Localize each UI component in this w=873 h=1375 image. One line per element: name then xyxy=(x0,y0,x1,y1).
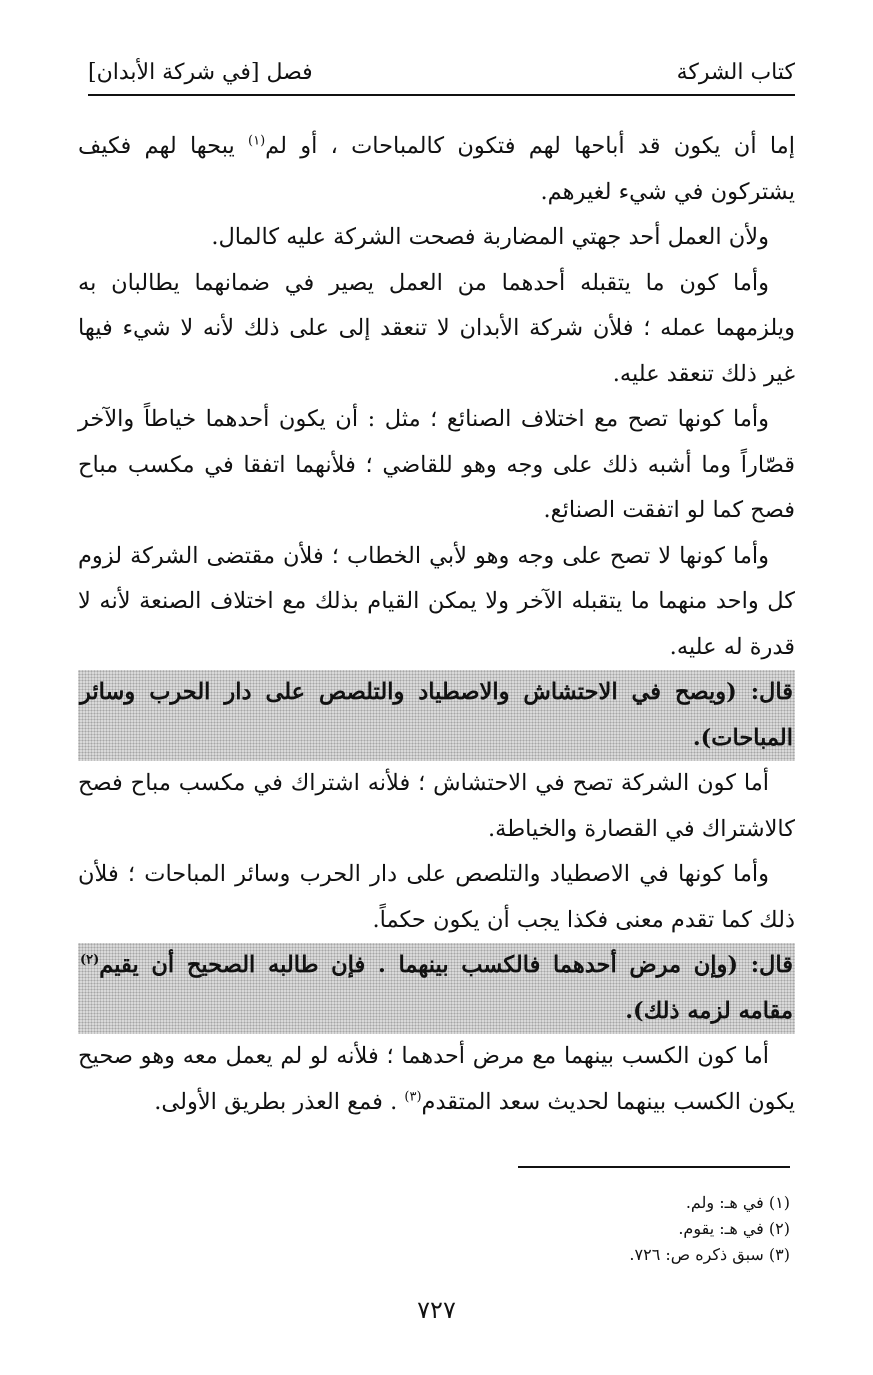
paragraph-8 xyxy=(78,1034,795,1125)
paragraph-2: ولأن العمل أحد جهتي المضاربة فصحت الشركة عليه كالمال. xyxy=(211,224,769,250)
paragraph-8-text-a: أما كون الكسب بينهما مع مرض أحدهما ؛ فلأنه لو لم يعمل معه وهو صحيح يكون الكسب بينهما لحديث سعد المتقدم xyxy=(78,1043,795,1115)
paragraph-4: وأما كونها تصح مع اختلاف الصنائع ؛ مثل : أن يكون أحدهما خياطاً والآخر قصّاراً وما أشبه ذلك على وجه وهو للقاضي ؛ فلأنهما اتفقا في مكسب مباح فصح كما لو اتفقت الصنائع. xyxy=(78,406,795,523)
page-number: ٧٢٧ xyxy=(417,1296,456,1324)
footnote-ref-1: (١) xyxy=(248,133,266,149)
paragraph-3: وأما كون ما يتقبله أحدهما من العمل يصير في ضمانهما يطالبان به ويلزمهما عمله ؛ فلأن شركة الأبدان لا تنعقد إلى على ذلك لأنه لا شيء فيها غير ذلك تنعقد عليه. xyxy=(78,269,795,387)
paragraph-1-text-a: إما أن يكون قد أباحها لهم فتكون كالمباحات ، أو لم xyxy=(265,133,795,159)
highlighted-rule-2-text-b: مقامه لزمه ذلك). xyxy=(625,997,793,1024)
paragraph-6: أما كون الشركة تصح في الاحتشاش ؛ فلأنه اشتراك في مكسب مباح فصح كالاشتراك في القصارة والخياطة. xyxy=(78,770,795,842)
footnote-ref-3: (٣) xyxy=(404,1089,422,1104)
paragraph-1-text-b: يبحها لهم فكيف يشتركون في شيء لغيرهم. xyxy=(78,133,795,205)
paragraph-7: وأما كونها في الاصطياد والتلصص على دار الحرب وسائر المباحات ؛ فلأن ذلك كما تقدم معنى فكذا يجب أن يكون حكماً. xyxy=(78,861,795,933)
footnote-1: (١) في هـ: ولم. xyxy=(685,1193,790,1212)
paragraph-1 xyxy=(78,124,795,215)
footnote-ref-2: (٢) xyxy=(80,952,100,968)
highlighted-rule-1: قال: (ويصح في الاحتشاش والاصطياد والتلصص على دار الحرب وسائر المباحات). xyxy=(78,670,795,761)
running-header xyxy=(88,52,795,96)
book-title: كتاب الشركة xyxy=(676,60,795,85)
footnote-2: (٢) في هـ: يقوم. xyxy=(678,1219,790,1238)
highlighted-rule-2-text-a: قال: (وإن مرض أحدهما فالكسب بينهما . فإن طالبه الصحيح أن يقيم xyxy=(99,952,793,978)
main-text xyxy=(78,124,795,1125)
footnote-divider xyxy=(518,1166,790,1168)
footnote-3: (٣) سبق ذكره ص: ٧٢٦. xyxy=(629,1245,790,1264)
highlighted-rule-2 xyxy=(78,943,795,1034)
paragraph-8-text-b: . فمع العذر بطريق الأولى. xyxy=(154,1088,405,1115)
paragraph-5: وأما كونها لا تصح على وجه وهو لأبي الخطاب ؛ فلأن مقتضى الشركة لزوم كل واحد منهما ما يتقبله الآخر ولا يمكن القيام بذلك مع اختلاف الصنعة لأنه لا قدرة له عليه. xyxy=(78,542,795,660)
footnotes xyxy=(300,1190,790,1268)
section-title: فصل [في شركة الأبدان] xyxy=(88,60,313,85)
